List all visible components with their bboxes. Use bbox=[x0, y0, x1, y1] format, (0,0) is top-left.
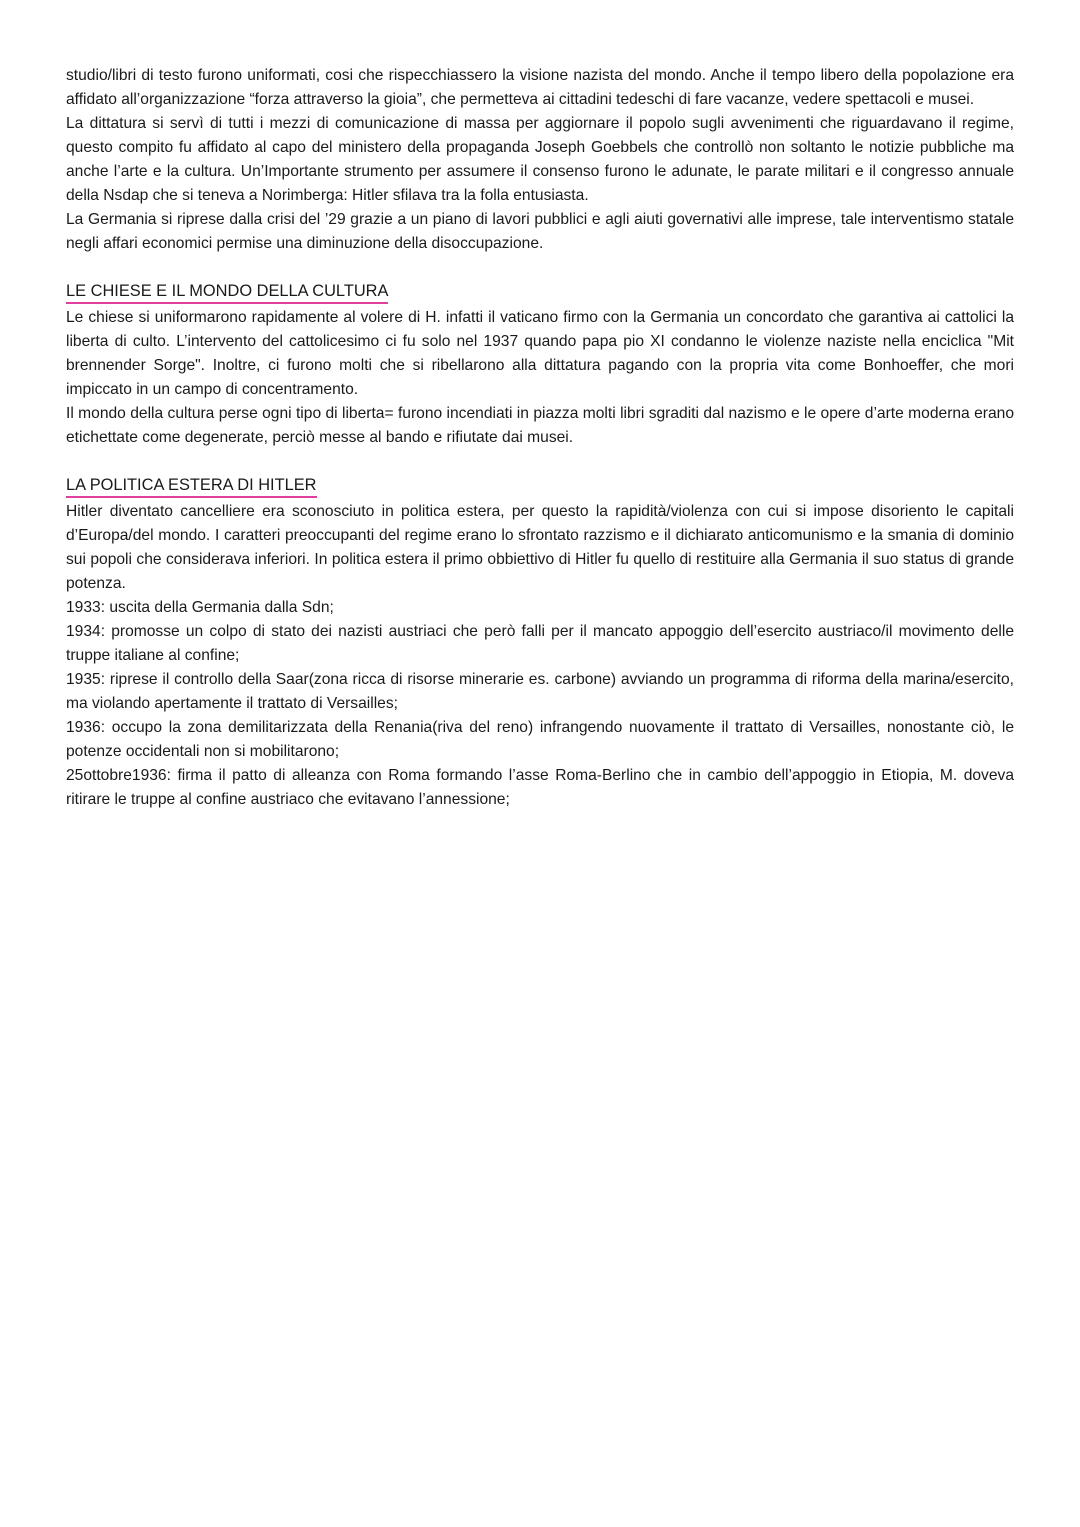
politica-heading: LA POLITICA ESTERA DI HITLER bbox=[66, 474, 317, 498]
intro-paragraph-2: La dittatura si servì di tutti i mezzi di comunicazione di massa per aggiornare il popolo sugli avvenimenti che riguardavano il regime, questo compito fu affidato al capo del ministero della propaganda Joseph Goebbels che controllò non soltanto le notizie pubbliche ma anche l’arte e la cultura. Un’Importante strumento per assumere il consenso furono le adunate, le parate militari e il congresso annuale della Nsdap che si teneva a Norimberga: Hitler sfilava tra la folla entusiasta. bbox=[66, 115, 1014, 204]
intro-paragraph-1: studio/libri di testo furono uniformati, cosi che rispecchiassero la visione nazista del mondo. Anche il tempo libero della popolazione era affidato all’organizzazione “forza attraverso la gioia”, che permetteva ai cittadini tedeschi di fare vacanze, vedere spettacoli e musei. bbox=[66, 67, 1014, 108]
document-page bbox=[66, 64, 1014, 812]
event-1935: 1935: riprese il controllo della Saar(zona ricca di risorse minerarie es. carbone) avviando un programma di riforma della marina/esercito, ma violando apertamente il trattato di Versailles; bbox=[66, 671, 1014, 712]
intro-section bbox=[66, 64, 1014, 256]
chiese-section bbox=[66, 280, 1014, 450]
event-1933: 1933: uscita della Germania dalla Sdn; bbox=[66, 599, 334, 616]
event-25-ottobre-1936: 25ottobre1936: firma il patto di alleanza con Roma formando l’asse Roma-Berlino che in cambio dell’appoggio in Etiopia, M. doveva ritirare le truppe al confine austriaco che evitavano l’annessione; bbox=[66, 767, 1014, 808]
chiese-paragraph-2: Il mondo della cultura perse ogni tipo di liberta= furono incendiati in piazza molti libri sgraditi dal nazismo e le opere d’arte moderna erano etichettate come degenerate, perciò messe al bando e rifiutate dai musei. bbox=[66, 405, 1014, 446]
chiese-paragraph-1: Le chiese si uniformarono rapidamente al volere di H. infatti il vaticano firmo con la Germania un concordato che garantiva ai cattolici la liberta di culto. L’intervento del cattolicesimo ci fu solo nel 1937 quando papa pio XI condanno le violenze naziste nella enciclica "Mit brennender Sorge". Inoltre, ci furono molti che si ribellarono alla dittatura pagando con la propria vita come Bonhoeffer, che mori impiccato in un campo di concentramento. bbox=[66, 309, 1014, 398]
politica-section bbox=[66, 474, 1014, 812]
event-1934: 1934: promosse un colpo di stato dei nazisti austriaci che però falli per il mancato appoggio dell’esercito austriaco/il movimento delle truppe italiane al confine; bbox=[66, 623, 1014, 664]
politica-intro-paragraph: Hitler diventato cancelliere era sconosciuto in politica estera, per questo la rapidità/violenza con cui si impose disoriento le capitali d’Europa/del mondo. I caratteri preoccupanti del regime erano lo sfrontato razzismo e il dichiarato anticomunismo e la smania di dominio sui popoli che considerava inferiori. In politica estera il primo obbiettivo di Hitler fu quello di restituire alla Germania il suo status di grande potenza. bbox=[66, 503, 1014, 592]
event-1936: 1936: occupo la zona demilitarizzata della Renania(riva del reno) infrangendo nuovamente il trattato di Versailles, nonostante ciò, le potenze occidentali non si mobilitarono; bbox=[66, 719, 1014, 760]
intro-paragraph-3: La Germania si riprese dalla crisi del ’29 grazie a un piano di lavori pubblici e agli aiuti governativi alle imprese, tale interventismo statale negli affari economici permise una diminuzione della disoccupazione. bbox=[66, 211, 1014, 252]
chiese-heading: LE CHIESE E IL MONDO DELLA CULTURA bbox=[66, 280, 388, 304]
